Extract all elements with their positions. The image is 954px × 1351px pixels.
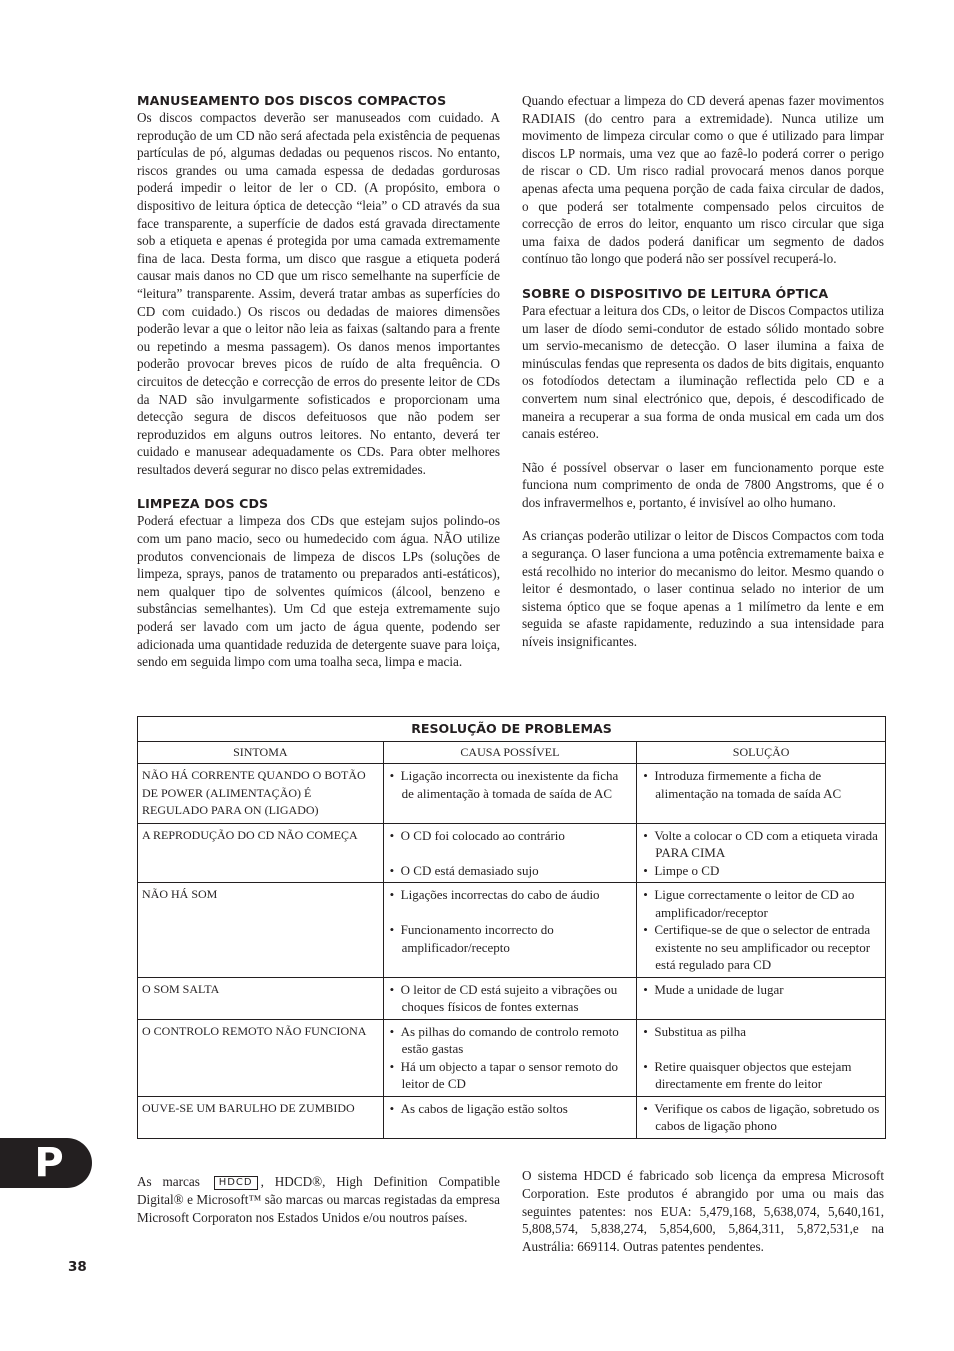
trademark-text: , HDCD®, High Definition Compatible Digital® e Microsoft™ são marcas ou marcas registadas da empresa Microsoft Corporaton nos Estados Unidos e/ou noutros países. bbox=[137, 1174, 501, 1225]
cause-item: • O CD foi colocado ao contrário bbox=[388, 827, 633, 845]
solution-cell bbox=[637, 977, 886, 1019]
cause-item: • O leitor de CD está sujeito a vibrações ou choques físicos de fontes externas bbox=[388, 981, 633, 1016]
symptom-cell: NÃO HÁ CORRENTE QUANDO O BOTÃO DE POWER (ALIMENTAÇÃO) É REGULADO PARA ON (LIGADO) bbox=[138, 764, 384, 824]
optical-text-3: As crianças poderão utilizar o leitor de Discos Compactos com toda a segurança. O laser funciona a uma potência extremamente baixa e está recolhido no interior do mecanismo do leitor. Mesmo quando o leitor é desmontado, o laser continua selado no interior de um sistema óptico que se foque apenas a 1 milímetro da lente e em seguida se afaste rapidamente, reduzindo a sua intensidade para níveis insignificantes. bbox=[522, 528, 884, 650]
table-row bbox=[138, 1096, 886, 1138]
page-number: 38 bbox=[68, 1259, 87, 1275]
language-tab: P bbox=[0, 1138, 92, 1188]
symptom-cell: O SOM SALTA bbox=[138, 977, 384, 1019]
symptom-cell: NÃO HÁ SOM bbox=[138, 883, 384, 978]
solution-item: • Substitua as pilha bbox=[641, 1023, 881, 1041]
troubleshooting-title: RESOLUÇÃO DE PROBLEMAS bbox=[138, 717, 886, 742]
optical-text-2: Não é possível observar o laser em funcionamento porque este funciona num comprimento de onda de 7800 Angstroms, que é o dos infravermelhos e, portanto, é invisível ao olho humano. bbox=[522, 459, 884, 510]
solution-item: • Verifique os cabos de ligação, sobretudo os cabos de ligação phono bbox=[641, 1100, 881, 1135]
solution-item: • Limpe o CD bbox=[641, 862, 881, 880]
left-column bbox=[137, 92, 500, 671]
optical-text-1: Para efectuar a leitura dos CDs, o leitor de Discos Compactos utiliza um laser de díodo semi-condutor de estado sólido montado sobre um servio-mecanismo de detecção. O laser ilumina a faixa de minúsculas fendas que representa os dados de bits digitais, enquanto os fotodíodos detectam a iluminação reflectida pelo CD e a convertem num sinal electrónico que, depois, é descodificado de maneira a recuperar a sua forma de onda musical em cada um dos canais estéreo. bbox=[522, 302, 884, 442]
solution-cell bbox=[637, 883, 886, 978]
cause-item: • As pilhas do comando de controlo remoto estão gastas bbox=[388, 1023, 633, 1058]
cause-cell bbox=[383, 823, 637, 883]
cause-cell bbox=[383, 883, 637, 978]
column-header-symptom: SINTOMA bbox=[138, 741, 384, 764]
solution-cell bbox=[637, 764, 886, 824]
table-row bbox=[138, 764, 886, 824]
solution-item: • Volte a colocar o CD com a etiqueta virada PARA CIMA bbox=[641, 827, 881, 862]
handling-text: Os discos compactos deverão ser manuseados com cuidado. A reprodução de um CD não será afectada pela existência de pequenas partículas de pó, algumas dedadas ou pequenos riscos. No entanto, riscos grandes ou uma camada espessa de dedadas gordurosas poderá impedir o leitor de ler o CD. (A propósito, embora o dispositivo de leitura óptica de detecção “leia” o CD através da sua face transparente, a superfície de dados está gravada directamente sob a etiqueta e apenas é protegida por uma camada extremamente fina de laca. Desta forma, um disco que rasgue a etiqueta poderá causar mais danos no CD que um risco semelhante na superfície de “leitura” transparente. Assim, deverá tratar ambas as superfícies do CD com cuidado.) Os riscos ou dedadas de maiores dimensões poderão levar a que o leitor não leia as faixas (saltando para a frente ou repetindo a mesma passagem). Os danos menos importantes poderão provocar breves picos de ruído de alta frequência. O circuitos de detecção e correcção de erros do presente leitor de CDs da NAD são invulgarmente sofisticados e proporcionam uma detecção segura de discos defeituosos que não podem ser reproduzidos em alguns outros leitores. No entanto, deverá ter cuidado e manusear adequadamente os CDs. Para obter melhores resultados deverá segurar no disco pelas extremidades. bbox=[137, 110, 500, 477]
troubleshooting-table bbox=[137, 716, 886, 1139]
table-row bbox=[138, 823, 886, 883]
optical-heading: SOBRE O DISPOSITIVO DE LEITURA ÓPTICA bbox=[522, 285, 829, 301]
column-header-cause: CAUSA POSSÍVEL bbox=[383, 741, 637, 764]
cause-item: • Há um objecto a tapar o sensor remoto do leitor de CD bbox=[388, 1058, 633, 1093]
trademark-note bbox=[137, 1173, 500, 1226]
cleaning-continued-text: Quando efectuar a limpeza do CD deverá apenas fazer movimentos RADIAIS (do centro para a extremidade). Nunca utilize um movimento de limpeza circular como o que é utilizado para limpar discos LP normais, uma vez que ao fazê-lo poderá correr o perigo de riscar o CD. Um risco radial provocará menos danos porque apenas afecta uma pequena porção de cada faixa circular de dados, o que poderá ser totalmente compensado pelos circuitos de correcção de erros do leitor, enquanto um risco circular que siga uma faixa de dados poderá danificar um segmento de dados contínuo tão longo que poderá não ser possível recuperá-lo. bbox=[522, 93, 884, 267]
hdcd-logo: HDCD bbox=[214, 1176, 258, 1190]
solution-item: • Introduza firmemente a ficha de alimentação na tomada de saída AC bbox=[641, 767, 881, 802]
symptom-cell: O CONTROLO REMOTO NÃO FUNCIONA bbox=[138, 1019, 384, 1096]
cleaning-heading: LIMPEZA DOS CDS bbox=[137, 496, 269, 512]
solution-item: • Certifique-se de que o selector de entrada existente no seu amplificador ou receptor está regulado para CD bbox=[641, 921, 881, 974]
solution-cell bbox=[637, 1096, 886, 1138]
cause-item: • Funcionamento incorrecto do amplificador/recepto bbox=[388, 921, 633, 956]
solution-cell bbox=[637, 1019, 886, 1096]
trademark-prefix: As marcas bbox=[137, 1174, 200, 1189]
cause-cell bbox=[383, 1096, 637, 1138]
solution-cell bbox=[637, 823, 886, 883]
symptom-cell: A REPRODUÇÃO DO CD NÃO COMEÇA bbox=[138, 823, 384, 883]
table-row bbox=[138, 1019, 886, 1096]
cause-item: • Ligações incorrectas do cabo de áudio bbox=[388, 886, 633, 904]
handling-heading: MANUSEAMENTO DOS DISCOS COMPACTOS bbox=[137, 93, 447, 108]
license-note: O sistema HDCD é fabricado sob licença da empresa Microsoft Corporation. Este produtos é abrangido por uma ou mais das seguintes patentes: nos EUA: 5,479,168, 5,638,074, 5,640,161, 5,808,574, 5,838,274, 5,854,600, 5,864,311, 5,872,531,e na Austrália: 669114. Outras patentes pendentes. bbox=[522, 1168, 884, 1255]
cause-cell bbox=[383, 977, 637, 1019]
table-row bbox=[138, 883, 886, 978]
cause-item: • Ligação incorrecta ou inexistente da ficha de alimentação à tomada de saída de AC bbox=[388, 767, 633, 802]
solution-item: • Mude a unidade de lugar bbox=[641, 981, 881, 999]
solution-item: • Ligue correctamente o leitor de CD ao amplificador/receptor bbox=[641, 886, 881, 921]
cause-cell bbox=[383, 764, 637, 824]
cause-cell bbox=[383, 1019, 637, 1096]
symptom-cell: OUVE-SE UM BARULHO DE ZUMBIDO bbox=[138, 1096, 384, 1138]
table-row bbox=[138, 977, 886, 1019]
cause-item: • As cabos de ligação estão soltos bbox=[388, 1100, 633, 1118]
right-column bbox=[522, 92, 884, 651]
cause-item: • O CD está demasiado sujo bbox=[388, 862, 633, 880]
cleaning-text: Poderá efectuar a limpeza dos CDs que estejam sujos polindo-os com um pano macio, seco ou humedecido com água. NÃO utilize produtos convencionais de limpeza de discos LPs (soluções de limpeza, sprays, panos de tratamento ou preparados anti-estáticos), nem qualquer tipo de solventes químicos (álcool, benzeno e substâncias semelhantes). Um Cd que esteja extremamente sujo poderá ser lavado com um jacto de água quente, podendo ser adicionada uma quantidade reduzida de detergente suave para loiça, sendo em seguida limpo com uma toalha seca, limpa e macia. bbox=[137, 513, 500, 670]
column-header-solution: SOLUÇÃO bbox=[637, 741, 886, 764]
solution-item: • Retire quaisquer objectos que estejam directamente em frente do leitor bbox=[641, 1058, 881, 1093]
